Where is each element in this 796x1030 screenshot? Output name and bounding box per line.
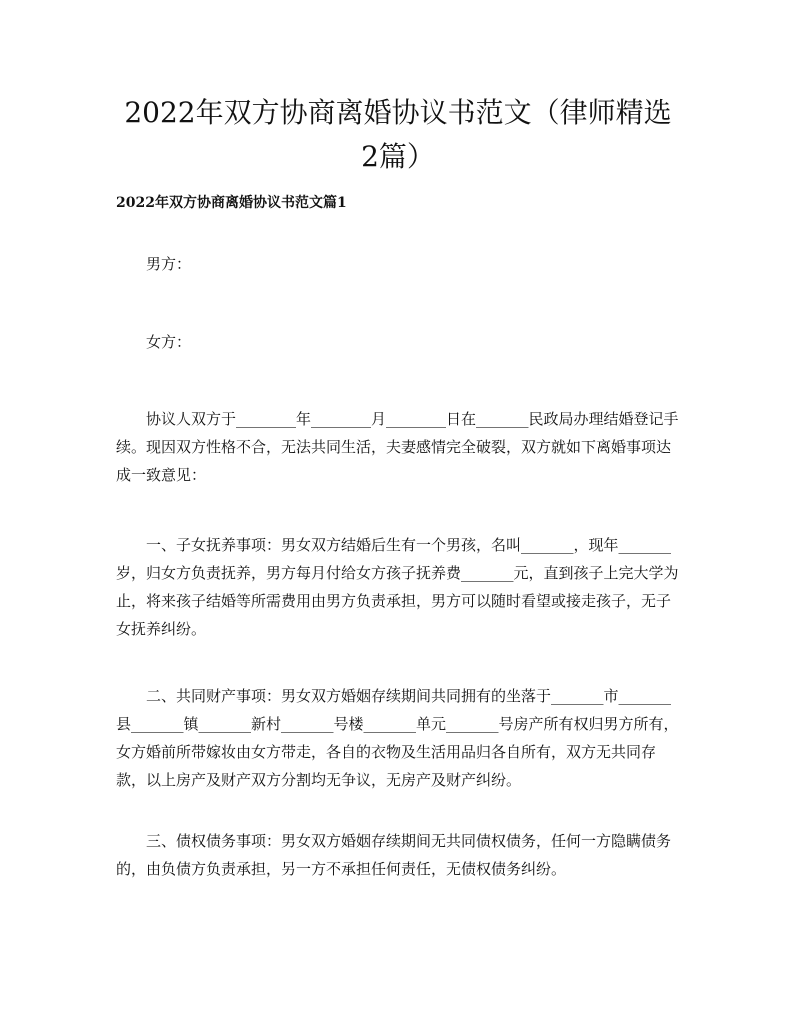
female-party-label: 女方： [146, 333, 192, 351]
section-heading: 2022年双方协商离婚协议书范文篇1 [116, 195, 347, 211]
document-title-line-2: 2篇） [361, 140, 435, 173]
joint-property-paragraph: 二、共同财产事项：男女双方婚姻存续期间共同拥有的坐落于_______市_______县_______镇_______新村_______号楼_______单元_______号房产所有权归男方所有，女方婚前所带嫁妆由女方带走，各自的衣物及生活用品归各自所有，双方无共同存款，以上房产及财产双方分割均无争议，无房产及财产纠纷。 [116, 687, 679, 789]
male-party-label: 男方： [146, 255, 192, 273]
document-title-line-1: 2022年双方协商离婚协议书范文（律师精选 [124, 96, 672, 129]
child-custody-paragraph: 一、子女抚养事项：男女双方结婚后生有一个男孩，名叫_______，现年_______岁，归女方负责抚养，男方每月付给女方孩子抚养费_______元，直到孩子上完大学为止，将来孩子结婚等所需费用由男方负责承担，男方可以随时看望或接走孩子，无子女抚养纠纷。 [116, 536, 679, 638]
debt-paragraph: 三、债权债务事项：男女双方婚姻存续期间无共同债权债务，任何一方隐瞒债务的，由负债方负责承担，另一方不承担任何责任，无债权债务纠纷。 [116, 832, 672, 878]
agreement-intro-paragraph: 协议人双方于________年________月________日在_______民政局办理结婚登记手续。现因双方性格不合，无法共同生活，夫妻感情完全破裂，双方就如下离婚事项达成一致意见： [116, 410, 679, 484]
